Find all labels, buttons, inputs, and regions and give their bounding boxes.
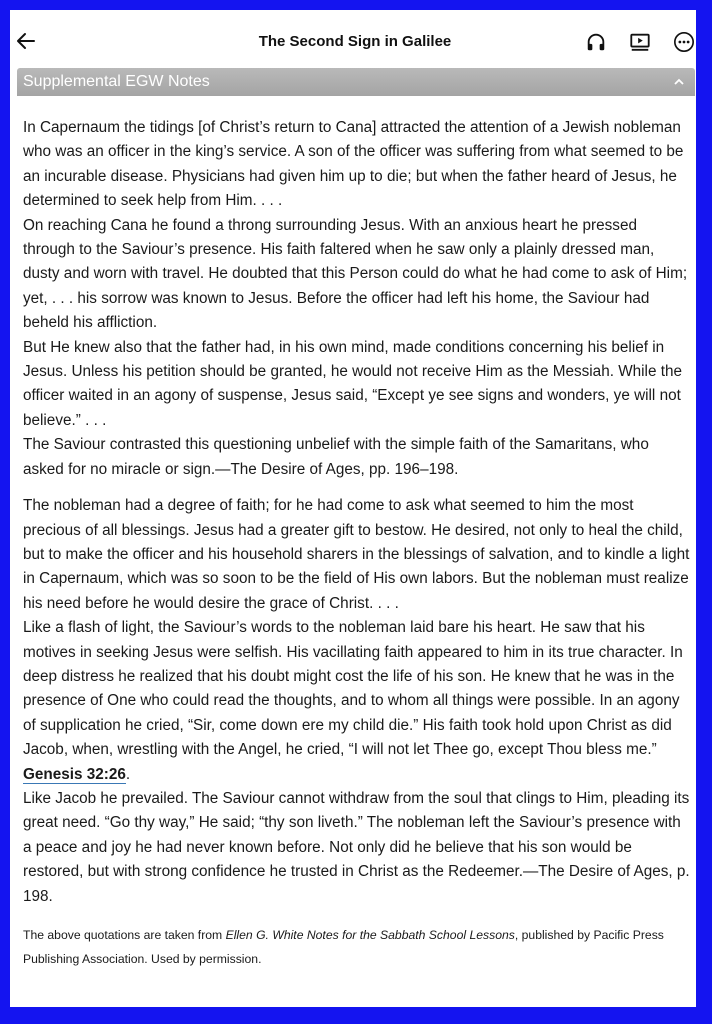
- paragraph-with-reference: [23, 616, 693, 787]
- section-header[interactable]: [17, 68, 695, 96]
- headphones-icon: [585, 31, 607, 53]
- scripture-reference-link[interactable]: Genesis 32:26: [23, 765, 126, 783]
- notes-content: [23, 116, 693, 971]
- credit-book-title: Ellen G. White Notes for the Sabbath School Lessons: [225, 928, 515, 942]
- app-frame: [10, 10, 696, 1007]
- back-arrow-icon: [14, 29, 38, 53]
- chevron-up-icon[interactable]: [673, 76, 685, 88]
- more-options-button[interactable]: [673, 31, 695, 53]
- credit-suffix: , published by Pacific Press Publishing Association. Used by permission.: [23, 928, 664, 966]
- source-credit: [23, 923, 693, 971]
- paragraph: The nobleman had a degree of faith; for he had come to ask what seemed to him the most precious of all blessings. Jesus had a greater gift to bestow. He desired, not only to heal the child, but to make the officer and his household sharers in the blessings of salvation, and to kindle a light in Capernaum, which was so soon to be the field of His own labors. But the nobleman must realize his need before he would desire the grace of Christ. . . .: [23, 497, 690, 612]
- back-button[interactable]: [14, 29, 38, 53]
- paragraph: Like Jacob he prevailed. The Saviour cannot withdraw from the soul that clings to Him, pleading its great need. “Go thy way,” He said; “thy son liveth.” The nobleman left the Saviour’s presence with a peace and joy he had never known before. Not only did he believe that his son would be restored, but with strong confidence he trusted in Christ as the Redeemer.—The Desire of Ages, p. 198.: [23, 789, 690, 905]
- video-button[interactable]: [629, 31, 651, 53]
- paragraph: In Capernaum the tidings [of Christ’s return to Cana] attracted the attention of a Jewish nobleman who was an officer in the king’s service. A son of the officer was suffering from what seemed to be an incurable disease. Physicians had given him up to die; but when the father heard of Jesus, he determined to seek help from Him. . . .: [23, 119, 684, 210]
- paragraph: But He knew also that the father had, in his own mind, made conditions concerning his belief in Jesus. Unless his petition should be granted, he would not receive Him as the Messiah. While the officer waited in an agony of suspense, Jesus said, “Except ye see signs and wonders, ye will not believe.” . . .: [23, 338, 682, 429]
- video-play-icon: [629, 31, 651, 53]
- paragraph-text: Like a flash of light, the Saviour’s words to the nobleman laid bare his heart. He saw that his motives in seeking Jesus were selfish. His vacillating faith appeared to him in its true character. In deep distress he realized that his doubt might cost the life of his son. He knew that he was in the presence of One who could read the thoughts, and to whom all things were possible. In an agony of supplication he cried, “Sir, come down ere my child die.” His faith took hold upon Christ as did Jacob, when, wrestling with the Angel, he cried, “I will not let Thee go, except Thou bless me.”: [23, 619, 683, 759]
- more-options-icon: [673, 31, 695, 53]
- paragraph: The Saviour contrasted this questioning unbelief with the simple faith of the Samaritans, who asked for no miracle or sign.—The Desire of Ages, pp. 196–198.: [23, 436, 649, 478]
- paragraph: On reaching Cana he found a throng surrounding Jesus. With an anxious heart he pressed through to the Saviour’s presence. His faith faltered when he saw only a plainly dressed man, dusty and worn with travel. He doubted that this Person could do what he had come to ask of Him; yet, . . . his sorrow was known to Jesus. Before the officer had left his home, the Saviour had beheld his affliction.: [23, 216, 688, 332]
- page-title: The Second Sign in Galilee: [258, 33, 452, 50]
- credit-prefix: The above quotations are taken from: [23, 928, 226, 942]
- section-title: Supplemental EGW Notes: [23, 73, 210, 90]
- top-bar: [10, 10, 696, 68]
- reference-suffix: .: [125, 765, 131, 783]
- audio-button[interactable]: [585, 31, 607, 53]
